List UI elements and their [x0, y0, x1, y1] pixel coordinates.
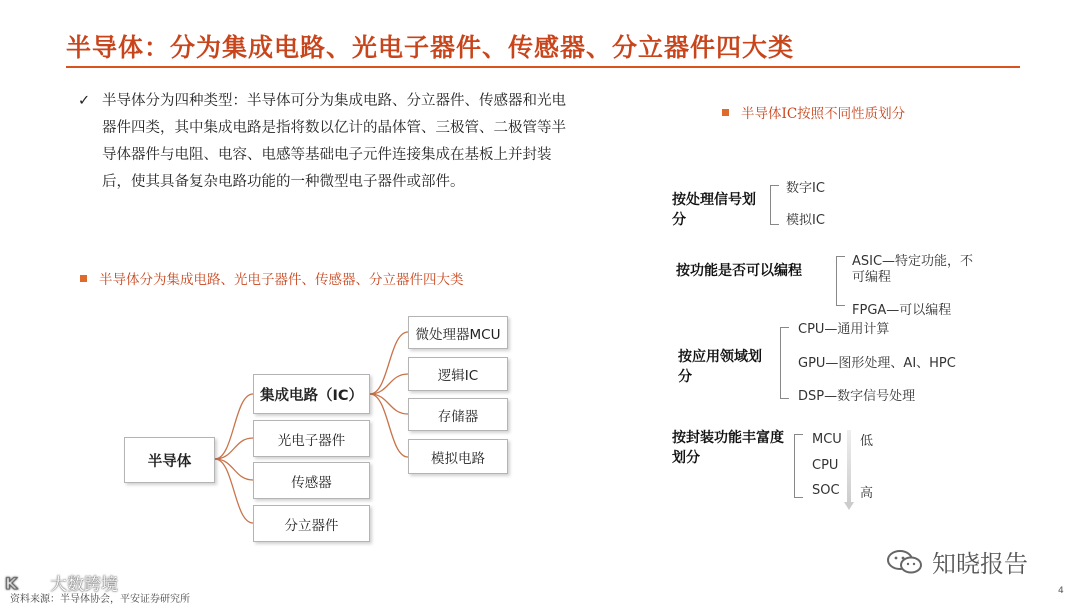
watermark-corner-text: 大数跨境 [50, 575, 118, 595]
tree-leaf-analog: 模拟电路 [408, 439, 508, 474]
item-dsp: DSP—数字信号处理 [798, 389, 916, 404]
item-gpu: GPU—图形处理、AI、HPC [798, 356, 956, 371]
item-soc: SOC [812, 483, 840, 498]
tree-branch-discrete: 分立器件 [253, 505, 370, 542]
tree-branch-sensor: 传感器 [253, 462, 370, 499]
bracket-application [780, 327, 788, 399]
section-heading-left-text: 半导体分为集成电路、光电子器件、传感器、分立器件四大类 [99, 272, 464, 288]
item-digital-ic: 数字IC [786, 181, 825, 196]
source-footnote: 资料来源：半导体协会，平安证券研究所 [10, 594, 190, 605]
bracket-package [794, 434, 802, 498]
item-analog-ic: 模拟IC [786, 213, 825, 228]
tree-root-box: 半导体 [124, 437, 215, 483]
item-cpu: CPU [812, 458, 839, 473]
scale-high-label: 高 [860, 486, 874, 501]
item-fpga: FPGA—可以编程 [852, 303, 952, 318]
category-package: 按封装功能丰富度划分 [672, 430, 784, 466]
svg-text:K: K [5, 573, 18, 593]
page-number: 4 [1058, 586, 1064, 596]
tree-leaf-mcu: 微处理器MCU [408, 316, 508, 349]
item-asic: ASIC—特定功能，不可编程 [852, 254, 974, 285]
section-heading-right [722, 102, 905, 122]
scale-arrow-shaft [847, 430, 851, 504]
category-signal: 按处理信号划分 [672, 192, 756, 228]
category-application: 按应用领域划分 [678, 349, 762, 385]
bracket-programmable [836, 256, 844, 306]
watermark-text: 知晓报告 [932, 550, 1028, 578]
tree-leaf-memory: 存储器 [408, 398, 508, 431]
item-cpu-general: CPU—通用计算 [798, 322, 890, 337]
scale-low-label: 低 [860, 434, 874, 449]
bullet-square-icon [722, 109, 729, 116]
tree-branch-optoelectronic: 光电子器件 [253, 420, 370, 457]
item-mcu: MCU [812, 432, 842, 447]
wechat-icon [886, 549, 924, 575]
tree-leaf-logic: 逻辑IC [408, 357, 508, 391]
section-heading-right-text: 半导体IC按照不同性质划分 [741, 106, 906, 122]
scale-arrow-head-icon [844, 502, 854, 510]
connector-sensor [215, 459, 253, 480]
bracket-signal [770, 185, 778, 225]
page-title: 半导体：分为集成电路、光电子器件、传感器、分立器件四大类 [66, 33, 795, 62]
watermark [886, 544, 1028, 579]
intro-text: 半导体分为四种类型：半导体可分为集成电路、分立器件、传感器和光电器件四类，其中集成电路是指将数以亿计的晶体管、三极管、二极管等半导体器件与电阻、电容、电感等基础电子元件连接集成在基板上并封装后，使其具备复杂电路功能的一种微型电子器件或部件。 [102, 93, 566, 190]
tree-branch-ic: 集成电路（IC） [253, 374, 370, 414]
category-programmable: 按功能是否可以编程 [676, 263, 802, 279]
checkmark-icon: ✓ [78, 93, 91, 109]
